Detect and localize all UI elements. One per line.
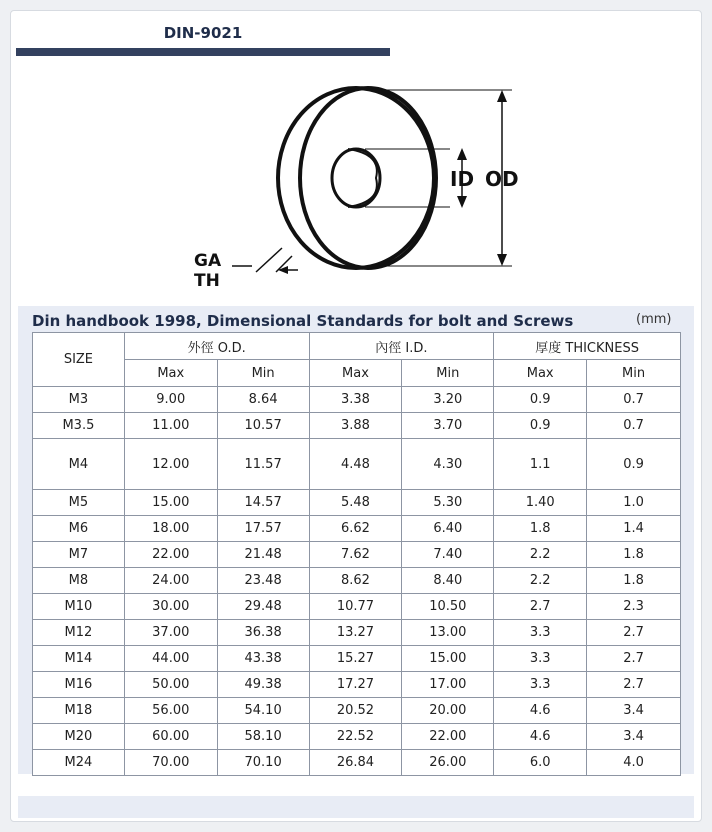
id-min-cell: 10.50 — [402, 594, 494, 620]
size-header: SIZE — [33, 333, 125, 387]
table-row — [33, 542, 681, 568]
thickness-max-cell: 6.0 — [494, 750, 587, 776]
od-max-cell: 30.00 — [124, 594, 217, 620]
title-underline-bar — [16, 48, 390, 56]
thickness-max-cell: 1.1 — [494, 439, 587, 490]
size-cell: M4 — [33, 439, 125, 490]
od-min-header: Min — [217, 360, 309, 387]
id-min-cell: 6.40 — [402, 516, 494, 542]
page-title: DIN-9021 — [163, 24, 243, 42]
od-min-cell: 43.38 — [217, 646, 309, 672]
id-label: ID — [450, 167, 475, 191]
table-row — [33, 724, 681, 750]
id-arrow-bottom — [457, 196, 467, 208]
od-max-cell: 9.00 — [124, 387, 217, 413]
id-max-cell: 3.38 — [309, 387, 402, 413]
table-row — [33, 750, 681, 776]
size-cell: M14 — [33, 646, 125, 672]
thickness-min-cell: 2.7 — [587, 646, 681, 672]
thickness-min-cell: 1.4 — [587, 516, 681, 542]
thickness-max-cell: 2.7 — [494, 594, 587, 620]
id-min-cell: 15.00 — [402, 646, 494, 672]
od-max-cell: 18.00 — [124, 516, 217, 542]
id-max-header: Max — [309, 360, 402, 387]
size-cell: M3.5 — [33, 413, 125, 439]
thickness-max-cell: 4.6 — [494, 724, 587, 750]
od-min-cell: 58.10 — [217, 724, 309, 750]
od-max-cell: 12.00 — [124, 439, 217, 490]
size-cell: M18 — [33, 698, 125, 724]
table-row — [33, 620, 681, 646]
od-min-cell: 36.38 — [217, 620, 309, 646]
id-min-cell: 7.40 — [402, 542, 494, 568]
id-min-cell: 20.00 — [402, 698, 494, 724]
id-max-cell: 17.27 — [309, 672, 402, 698]
od-min-cell: 29.48 — [217, 594, 309, 620]
thickness-min-cell: 0.7 — [587, 387, 681, 413]
id-min-cell: 8.40 — [402, 568, 494, 594]
id-min-cell: 5.30 — [402, 490, 494, 516]
size-cell: M5 — [33, 490, 125, 516]
id-max-cell: 5.48 — [309, 490, 402, 516]
table-row — [33, 439, 681, 490]
size-cell: M12 — [33, 620, 125, 646]
id-min-cell: 3.20 — [402, 387, 494, 413]
thickness-max-cell: 2.2 — [494, 542, 587, 568]
thickness-min-cell: 0.9 — [587, 439, 681, 490]
table-row — [33, 387, 681, 413]
thickness-max-cell: 0.9 — [494, 387, 587, 413]
bottom-strip — [18, 796, 694, 818]
thickness-max-cell: 3.3 — [494, 620, 587, 646]
washer-diagram — [150, 72, 550, 292]
id-min-cell: 26.00 — [402, 750, 494, 776]
thickness-min-cell: 4.0 — [587, 750, 681, 776]
thickness-max-cell: 1.40 — [494, 490, 587, 516]
table-row — [33, 516, 681, 542]
size-cell: M6 — [33, 516, 125, 542]
id-max-cell: 22.52 — [309, 724, 402, 750]
table-row — [33, 646, 681, 672]
washer-back-edge — [300, 88, 436, 268]
thickness-min-cell: 2.7 — [587, 620, 681, 646]
od-min-cell: 14.57 — [217, 490, 309, 516]
thickness-min-cell: 2.7 — [587, 672, 681, 698]
size-cell: M20 — [33, 724, 125, 750]
id-min-cell: 4.30 — [402, 439, 494, 490]
thickness-max-cell: 3.3 — [494, 646, 587, 672]
id-max-cell: 8.62 — [309, 568, 402, 594]
od-max-cell: 22.00 — [124, 542, 217, 568]
size-cell: M10 — [33, 594, 125, 620]
thickness-arrow — [278, 266, 288, 274]
id-min-header: Min — [402, 360, 494, 387]
table-body — [33, 387, 681, 776]
thickness-min-cell: 2.3 — [587, 594, 681, 620]
size-cell: M16 — [33, 672, 125, 698]
od-max-cell: 11.00 — [124, 413, 217, 439]
od-max-cell: 50.00 — [124, 672, 217, 698]
od-max-cell: 70.00 — [124, 750, 217, 776]
table-row — [33, 413, 681, 439]
size-cell: M8 — [33, 568, 125, 594]
table-row — [33, 594, 681, 620]
od-max-cell: 37.00 — [124, 620, 217, 646]
thickness-min-cell: 1.0 — [587, 490, 681, 516]
od-arrow-top — [497, 90, 507, 102]
unit-label: (mm) — [636, 312, 672, 327]
table-row — [33, 672, 681, 698]
size-cell: M3 — [33, 387, 125, 413]
id-header: 內徑 I.D. — [309, 333, 494, 360]
id-max-cell: 6.62 — [309, 516, 402, 542]
thickness-max-header: Max — [494, 360, 587, 387]
thickness-min-cell: 0.7 — [587, 413, 681, 439]
table-row — [33, 568, 681, 594]
od-min-cell: 10.57 — [217, 413, 309, 439]
th-label: TH — [194, 271, 220, 291]
od-max-cell: 44.00 — [124, 646, 217, 672]
id-min-cell: 13.00 — [402, 620, 494, 646]
id-max-cell: 15.27 — [309, 646, 402, 672]
thickness-max-cell: 2.2 — [494, 568, 587, 594]
od-arrow-bottom — [497, 254, 507, 266]
ga-label: GA — [194, 251, 222, 271]
id-max-cell: 20.52 — [309, 698, 402, 724]
thickness-max-cell: 3.3 — [494, 672, 587, 698]
od-label: OD — [485, 167, 519, 191]
thickness-max-cell: 1.8 — [494, 516, 587, 542]
od-max-cell: 56.00 — [124, 698, 217, 724]
id-min-cell: 3.70 — [402, 413, 494, 439]
id-max-cell: 13.27 — [309, 620, 402, 646]
id-min-cell: 22.00 — [402, 724, 494, 750]
size-cell: M24 — [33, 750, 125, 776]
od-header: 外徑 O.D. — [124, 333, 309, 360]
thickness-min-cell: 3.4 — [587, 698, 681, 724]
od-min-cell: 23.48 — [217, 568, 309, 594]
id-max-cell: 10.77 — [309, 594, 402, 620]
thickness-min-cell: 1.8 — [587, 568, 681, 594]
od-min-cell: 17.57 — [217, 516, 309, 542]
od-min-cell: 70.10 — [217, 750, 309, 776]
thickness-min-cell: 1.8 — [587, 542, 681, 568]
thickness-max-cell: 0.9 — [494, 413, 587, 439]
id-max-cell: 7.62 — [309, 542, 402, 568]
od-min-cell: 11.57 — [217, 439, 309, 490]
id-arrow-top — [457, 148, 467, 160]
id-max-cell: 4.48 — [309, 439, 402, 490]
od-min-cell: 54.10 — [217, 698, 309, 724]
washer-hole — [332, 149, 380, 207]
thickness-max-cell: 4.6 — [494, 698, 587, 724]
thickness-line-a — [256, 248, 282, 272]
id-max-cell: 26.84 — [309, 750, 402, 776]
od-min-cell: 8.64 — [217, 387, 309, 413]
dimension-table — [32, 332, 681, 776]
od-max-cell: 24.00 — [124, 568, 217, 594]
size-cell: M7 — [33, 542, 125, 568]
od-min-cell: 21.48 — [217, 542, 309, 568]
id-min-cell: 17.00 — [402, 672, 494, 698]
table-caption: Din handbook 1998, Dimensional Standards for bolt and Screws — [32, 312, 574, 330]
thickness-min-header: Min — [587, 360, 681, 387]
thickness-min-cell: 3.4 — [587, 724, 681, 750]
od-max-cell: 15.00 — [124, 490, 217, 516]
thickness-header: 厚度 THICKNESS — [494, 333, 681, 360]
od-min-cell: 49.38 — [217, 672, 309, 698]
table-row — [33, 490, 681, 516]
id-max-cell: 3.88 — [309, 413, 402, 439]
table-row — [33, 698, 681, 724]
od-max-header: Max — [124, 360, 217, 387]
od-max-cell: 60.00 — [124, 724, 217, 750]
